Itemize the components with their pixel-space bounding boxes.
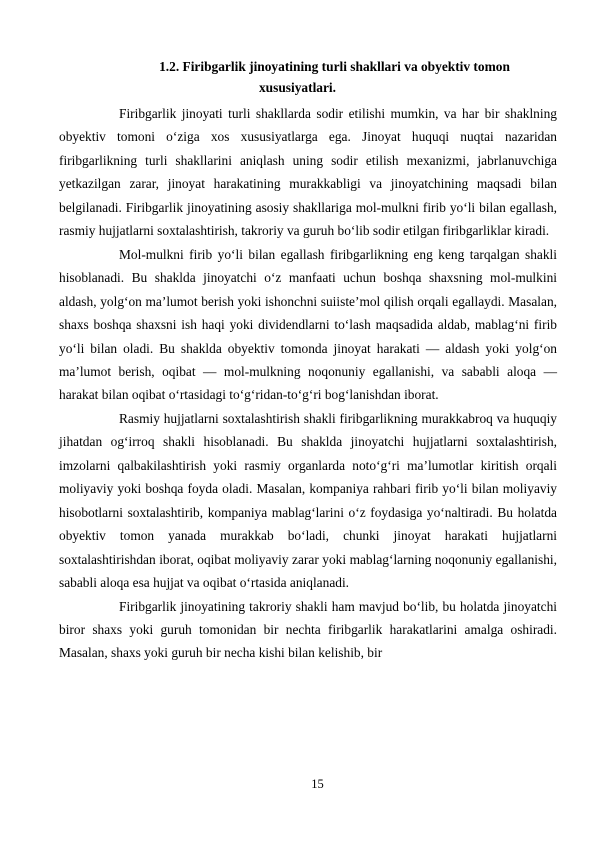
paragraph-1: Firibgarlik jinoyati turli shakllarda sodir etilishi mumkin, va har bir shaklning obyektiv tomoni o‘ziga xos xususiyatlarga ega. Jinoyat huquqi nuqtai nazaridan firibgarlikning turli shakllarini aniqlash uning sodir etilish mexanizmi, jabrlanuvchiga yetkazilgan zarar, jinoyat harakatining murakkabligi va jinoyatchining maqsadi bilan belgilanadi. Firibgarlik jinoyatining asosiy shakllariga mol-mulkni firib yo‘li bilan egallash, rasmiy hujjatlarni soxtalashtirish, takroriy va guruh bo‘lib sodir etilgan firibgarliklar kiradi. (59, 106, 557, 239)
page-number: 15 (311, 777, 324, 791)
paragraph-2: Mol-mulkni firib yo‘li bilan egallash firibgarlikning eng keng tarqalgan shakli hisoblanadi. Bu shaklda jinoyatchi o‘z manfaati uchun boshqa shaxsning mol-mulkini aldash, yolg‘on ma’lumot berish yoki ishonchni suiiste’mol qilish orqali egallaydi. Masalan, shaxs boshqa shaxsni ish haqi yoki dividendlarni to‘lash maqsadida aldab, mablag‘ni firib yo‘li bilan oladi. Bu shaklda obyektiv tomonda jinoyat harakati — aldash yoki yolg‘on ma’lumot berish, oqibat — mol-mulkning noqonuniy egallanishi, va sababli aloqa — harakat bilan oqibat o‘rtasidagi to‘g‘ridan-to‘g‘ri bog‘lanishdan iborat. (59, 246, 557, 403)
section-heading-line-1: 1.2. Firibgarlik jinoyatining turli shakllari va obyektiv tomon (159, 59, 510, 74)
section-heading-line-2: xususiyatlari. (258, 80, 336, 95)
paragraph-4: Firibgarlik jinoyatining takroriy shakli ham mavjud bo‘lib, bu holatda jinoyatchi biror shaxs yoki guruh tomonidan bir nechta firibgarlik harakatlarini amalga oshiradi. Masalan, shaxs yoki guruh bir necha kishi bilan kelishib, bir (59, 598, 557, 661)
paragraph-3: Rasmiy hujjatlarni soxtalashtirish shakli firibgarlikning murakkabroq va huquqiy jihatdan og‘irroq shakli hisoblanadi. Bu shaklda jinoyatchi hujjatlarni soxtalashtirish, imzolarni qalbakilashtirish yoki rasmiy organlarda noto‘g‘ri ma’lumotlar kiritish orqali moliyaviy yoki boshqa foyda oladi. Masalan, kompaniya rahbari firib yo‘li bilan moliyaviy hisobotlarni soxtalashtirib, kompaniya mablag‘larini o‘z foydasiga yo‘naltiradi. Bu holatda obyektiv tomon yanada murakkab bo‘ladi, chunki jinoyat harakati hujjatlarni soxtalashtirishdan iborat, oqibat moliyaviy zarar yoki mablag‘larning noqonuniy egallanishi, sababli aloqa esa hujjat va oqibat o‘rtasida aniqlanadi. (59, 410, 557, 591)
body-text (59, 102, 557, 665)
